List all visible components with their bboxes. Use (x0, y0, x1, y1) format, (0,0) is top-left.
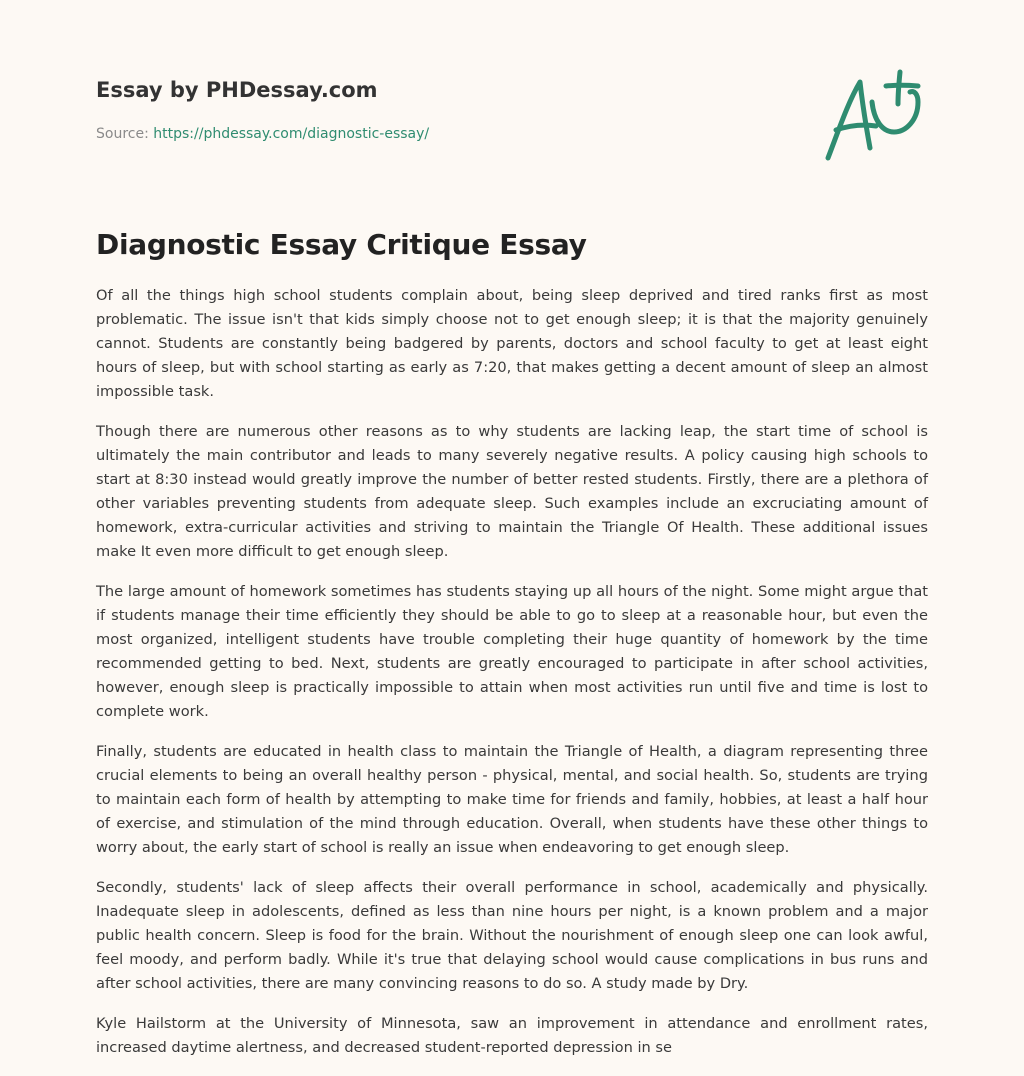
essay-paragraph: Finally, students are educated in health class to maintain the Triangle of Health, a diagram representing three crucial elements to being an overall healthy person - physical, mental, and social health. So, students are trying to maintain each form of health by attempting to make time for friends and family, hobbies, at least a half hour of exercise, and stimulation of the mind through education. Overall, when students have these other things to worry about, the early start of school is really an issue when endeavoring to get enough sleep. (96, 743, 928, 856)
essay-paragraph: Secondly, students' lack of sleep affects their overall performance in school, academically and physically. Inadequate sleep in adolescents, defined as less than nine hours per night, is a known problem and a major public health concern. Sleep is food for the brain. Without the nourishment of enough sleep one can look awful, feel moody, and perform badly. While it's true that delaying school would cause complications in bus runs and after school activities, there are many convincing reasons to do so. A study made by Dry. (96, 879, 928, 992)
site-header (96, 76, 696, 144)
essay-title: Diagnostic Essay Critique Essay (96, 228, 587, 261)
essay-paragraph: Of all the things high school students complain about, being sleep deprived and tired ranks first as most problematic. The issue isn't that kids simply choose not to get enough sleep; it is that the majority genuinely cannot. Students are constantly being badgered by parents, doctors and school faculty to get at least eight hours of sleep, but with school starting as early as 7:20, that makes getting a decent amount of sleep an almost impossible task. (96, 287, 928, 400)
site-title: Essay by PHDessay.com (96, 78, 378, 102)
a-plus-grade-icon (822, 68, 926, 164)
essay-paragraph: Though there are numerous other reasons as to why students are lacking leap, the start time of school is ultimately the main contributor and leads to many severely negative results. A policy causing high schools to start at 8:30 instead would greatly improve the number of better rested students. Firstly, there are a plethora of other variables preventing students from adequate sleep. Such examples include an excruciating amount of homework, extra-curricular activities and striving to maintain the Triangle Of Health. These additional issues make It even more difficult to get enough sleep. (96, 423, 928, 560)
essay-paragraph: The large amount of homework sometimes has students staying up all hours of the night. Some might argue that if students manage their time efficiently they should be able to go to sleep at a reasonable hour, but even the most organized, intelligent students have trouble completing their huge quantity of homework by the time recommended getting to bed. Next, students are greatly encouraged to participate in after school activities, however, enough sleep is practically impossible to attain when most activities run until five and time is lost to complete work. (96, 583, 928, 720)
source-label: Source: (96, 126, 149, 142)
essay-body (96, 284, 928, 1076)
source-link[interactable]: https://phdessay.com/diagnostic-essay/ (153, 126, 430, 142)
essay-paragraph: Kyle Hailstorm at the University of Minnesota, saw an improvement in attendance and enrollment rates, increased daytime alertness, and decreased student-reported depression in se (96, 1015, 928, 1056)
source-line (96, 124, 696, 144)
